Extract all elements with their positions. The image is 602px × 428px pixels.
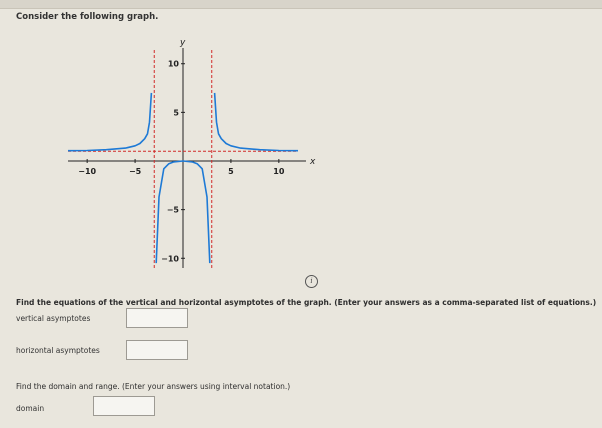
graph xyxy=(58,40,318,276)
curve-branch xyxy=(215,93,298,151)
domain-input[interactable] xyxy=(93,396,155,416)
x-tick-label: −10 xyxy=(78,167,97,176)
top-bar xyxy=(0,0,602,9)
x-tick-label: −5 xyxy=(128,167,142,176)
y-tick-label: −5 xyxy=(166,205,179,215)
asymptotes-question: Find the equations of the vertical and horizontal asymptotes of the graph. (Enter your answers as a comma-separated list of equations.) xyxy=(16,298,597,307)
x-tick-label: 5 xyxy=(228,167,234,176)
horizontal-asymptotes-input[interactable] xyxy=(126,340,188,360)
y-tick-label: −10 xyxy=(161,254,179,264)
y-tick-label: 5 xyxy=(173,108,179,118)
horizontal-asymptotes-label: horizontal asymptotes xyxy=(16,346,100,355)
domain-label: domain xyxy=(16,404,45,413)
domain-range-question: Find the domain and range. (Enter your answers using interval notation.) xyxy=(16,382,291,391)
vertical-asymptotes-input[interactable] xyxy=(126,308,188,328)
y-axis-label: y xyxy=(180,40,186,48)
x-axis-label: x xyxy=(310,157,316,167)
vertical-asymptotes-label: vertical asymptotes xyxy=(16,314,91,323)
question-prompt: Consider the following graph. xyxy=(16,12,159,22)
curve-branch xyxy=(68,93,151,151)
x-tick-label: 10 xyxy=(273,167,285,176)
y-tick-label: 10 xyxy=(167,59,179,69)
graph-svg xyxy=(58,40,318,276)
info-circle-icon[interactable]: i xyxy=(305,275,318,288)
